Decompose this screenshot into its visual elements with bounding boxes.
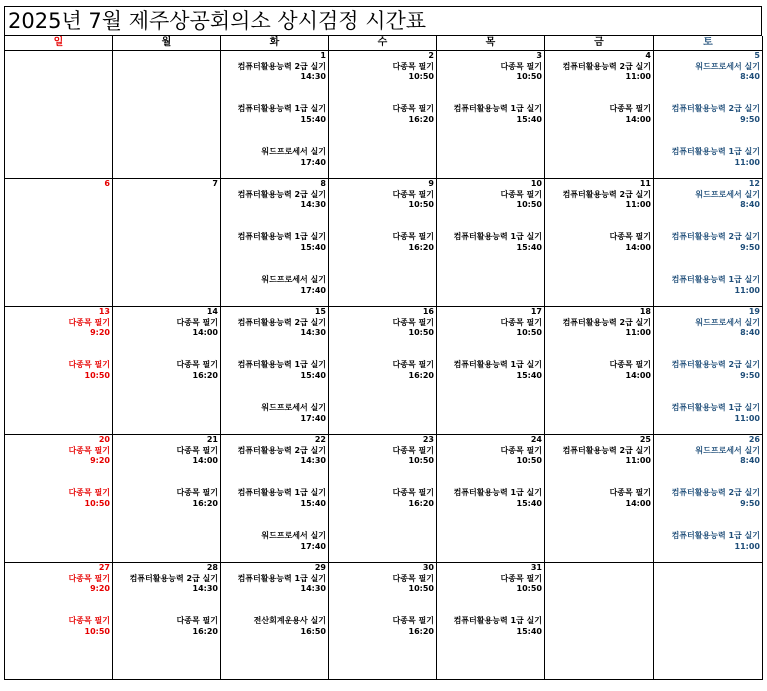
exam-entry-line bbox=[5, 467, 112, 478]
exam-entry-line bbox=[329, 350, 436, 361]
exam-entry-line: 다종목 필기 bbox=[176, 488, 218, 498]
exam-entry-line: 11:00 bbox=[734, 285, 760, 295]
exam-entry-line bbox=[545, 467, 653, 478]
exam-entry-line: 14:30 bbox=[300, 328, 326, 338]
day-number: 21 bbox=[206, 435, 218, 444]
exam-entry-line: 8:40 bbox=[740, 72, 760, 82]
exam-entry-line bbox=[5, 350, 112, 361]
exam-entry-line: 16:20 bbox=[408, 115, 434, 125]
exam-entry-line: 11:00 bbox=[734, 413, 760, 423]
exam-entry-line bbox=[5, 606, 112, 617]
exam-entry-line: 14:00 bbox=[625, 243, 651, 253]
day-number: 27 bbox=[98, 563, 110, 572]
exam-entry-line: 컴퓨터활용능력 1급 실기 bbox=[671, 403, 760, 413]
exam-entry-line: 컴퓨터활용능력 2급 실기 bbox=[562, 317, 651, 327]
exam-entry-line: 다종목 필기 bbox=[392, 104, 434, 114]
exam-entry-line: 워드프로세서 실기 bbox=[695, 445, 760, 455]
day-cell-fri bbox=[545, 179, 654, 307]
exam-entry-line bbox=[329, 595, 436, 606]
exam-entry-line: 11:00 bbox=[625, 328, 651, 338]
exam-entry-line: 14:00 bbox=[192, 328, 218, 338]
exam-entry-line: 10:50 bbox=[408, 200, 434, 210]
weekday-header-sat: 토 bbox=[654, 36, 763, 51]
exam-entry-line: 8:40 bbox=[740, 200, 760, 210]
exam-entry-line bbox=[221, 467, 328, 478]
exam-entry-line: 워드프로세서 실기 bbox=[261, 275, 326, 285]
exam-entry-line bbox=[654, 222, 762, 233]
day-cell-thu bbox=[437, 563, 545, 680]
day-cell-sun bbox=[5, 51, 113, 179]
exam-entry-line bbox=[329, 339, 436, 350]
schedule-sheet bbox=[4, 6, 762, 680]
exam-entry-line: 컴퓨터활용능력 1급 실기 bbox=[671, 531, 760, 541]
exam-entry-line: 16:20 bbox=[408, 371, 434, 381]
calendar-table bbox=[4, 36, 763, 680]
exam-entry-line: 17:40 bbox=[300, 157, 326, 167]
exam-entry-line bbox=[654, 467, 762, 478]
exam-entry-line: 16:20 bbox=[408, 243, 434, 253]
exam-entry-line: 14:30 bbox=[192, 584, 218, 594]
exam-entry-line: 컴퓨터활용능력 1급 실기 bbox=[453, 104, 542, 114]
exam-entry-line bbox=[5, 339, 112, 350]
exam-entry-line: 15:40 bbox=[300, 243, 326, 253]
exam-entry-line bbox=[221, 339, 328, 350]
exam-entry-line bbox=[221, 265, 328, 276]
day-cell-mon bbox=[113, 563, 221, 680]
exam-entry-line bbox=[329, 83, 436, 94]
exam-entry-line: 컴퓨터활용능력 1급 실기 bbox=[237, 573, 326, 583]
exam-entry-line: 다종목 필기 bbox=[609, 360, 651, 370]
day-number bbox=[113, 51, 220, 62]
exam-entry-line: 다종목 필기 bbox=[176, 445, 218, 455]
weekday-header-mon: 월 bbox=[113, 36, 221, 51]
day-cell-thu bbox=[437, 179, 545, 307]
exam-entry-line: 다종목 필기 bbox=[500, 573, 542, 583]
exam-entry-line: 다종목 필기 bbox=[609, 104, 651, 114]
exam-entry-line: 컴퓨터활용능력 2급 실기 bbox=[562, 445, 651, 455]
exam-entry-line bbox=[113, 478, 220, 489]
exam-entry-line: 다종목 필기 bbox=[392, 189, 434, 199]
exam-entry-line: 14:30 bbox=[300, 456, 326, 466]
day-number: 8 bbox=[320, 179, 326, 188]
calendar-body bbox=[5, 51, 763, 680]
day-number: 30 bbox=[422, 563, 434, 572]
exam-entry-line bbox=[654, 265, 762, 276]
exam-entry-line: 15:40 bbox=[516, 627, 542, 637]
exam-entry-line: 16:20 bbox=[192, 371, 218, 381]
exam-entry-line: 14:30 bbox=[300, 200, 326, 210]
exam-entry-line: 9:50 bbox=[740, 115, 760, 125]
exam-entry-line: 컴퓨터활용능력 2급 실기 bbox=[237, 189, 326, 199]
exam-entry-line bbox=[654, 350, 762, 361]
day-number bbox=[654, 563, 762, 574]
exam-entry-line: 컴퓨터활용능력 2급 실기 bbox=[671, 232, 760, 242]
day-number: 10 bbox=[530, 179, 542, 188]
day-number: 16 bbox=[422, 307, 434, 316]
exam-entry-line: 14:00 bbox=[192, 456, 218, 466]
exam-entry-line: 워드프로세서 실기 bbox=[261, 403, 326, 413]
day-number: 11 bbox=[639, 179, 651, 188]
exam-entry-line bbox=[437, 467, 544, 478]
exam-entry-line bbox=[437, 222, 544, 233]
exam-entry-line bbox=[654, 521, 762, 532]
exam-entry-line: 컴퓨터활용능력 2급 실기 bbox=[237, 445, 326, 455]
exam-entry-line: 14:30 bbox=[300, 584, 326, 594]
day-number: 17 bbox=[530, 307, 542, 316]
exam-entry-line: 9:20 bbox=[90, 328, 110, 338]
exam-entry-line bbox=[113, 467, 220, 478]
day-number: 13 bbox=[98, 307, 110, 316]
day-cell-fri bbox=[545, 51, 654, 179]
exam-entry-line: 8:40 bbox=[740, 456, 760, 466]
weekday-header-thu: 목 bbox=[437, 36, 545, 51]
day-cell-tue bbox=[221, 51, 329, 179]
exam-entry-line: 컴퓨터활용능력 1급 실기 bbox=[453, 616, 542, 626]
exam-entry-line bbox=[113, 339, 220, 350]
exam-entry-line bbox=[654, 510, 762, 521]
exam-entry-line bbox=[329, 222, 436, 233]
day-cell-thu bbox=[437, 51, 545, 179]
exam-entry-line: 컴퓨터활용능력 1급 실기 bbox=[453, 488, 542, 498]
week-row bbox=[5, 179, 763, 307]
exam-entry-line bbox=[545, 222, 653, 233]
exam-entry-line bbox=[5, 478, 112, 489]
exam-entry-line: 9:50 bbox=[740, 243, 760, 253]
day-number: 20 bbox=[98, 435, 110, 444]
exam-entry-line: 9:50 bbox=[740, 499, 760, 509]
exam-entry-line bbox=[654, 382, 762, 393]
exam-entry-line: 다종목 필기 bbox=[609, 488, 651, 498]
exam-entry-line: 컴퓨터활용능력 2급 실기 bbox=[129, 573, 218, 583]
exam-entry-line bbox=[221, 606, 328, 617]
exam-entry-line bbox=[545, 350, 653, 361]
exam-entry-line: 컴퓨터활용능력 1급 실기 bbox=[453, 232, 542, 242]
exam-entry-line: 11:00 bbox=[734, 541, 760, 551]
day-number: 23 bbox=[422, 435, 434, 444]
day-number: 28 bbox=[206, 563, 218, 572]
exam-entry-line bbox=[221, 222, 328, 233]
exam-entry-line bbox=[113, 606, 220, 617]
day-number: 26 bbox=[748, 435, 760, 444]
exam-entry-line: 15:40 bbox=[516, 371, 542, 381]
day-number: 19 bbox=[748, 307, 760, 316]
day-cell-mon bbox=[113, 307, 221, 435]
day-cell-sat bbox=[654, 563, 763, 680]
day-cell-thu bbox=[437, 307, 545, 435]
exam-entry-line: 워드프로세서 실기 bbox=[695, 61, 760, 71]
week-row bbox=[5, 563, 763, 680]
day-number: 14 bbox=[206, 307, 218, 316]
exam-entry-line: 10:50 bbox=[84, 499, 110, 509]
day-cell-fri bbox=[545, 435, 654, 563]
day-cell-sun bbox=[5, 563, 113, 680]
exam-entry-line: 10:50 bbox=[516, 72, 542, 82]
exam-entry-line: 16:20 bbox=[408, 499, 434, 509]
page-title: 2025년 7월 제주상공회의소 상시검정 시간표 bbox=[4, 6, 762, 36]
exam-entry-line bbox=[545, 478, 653, 489]
day-cell-tue bbox=[221, 563, 329, 680]
exam-entry-line: 컴퓨터활용능력 2급 실기 bbox=[237, 317, 326, 327]
exam-entry-line bbox=[221, 478, 328, 489]
exam-entry-line: 11:00 bbox=[625, 72, 651, 82]
exam-entry-line: 14:30 bbox=[300, 72, 326, 82]
exam-entry-line bbox=[654, 94, 762, 105]
exam-entry-line: 17:40 bbox=[300, 285, 326, 295]
exam-entry-line: 15:40 bbox=[516, 115, 542, 125]
day-number: 3 bbox=[536, 51, 542, 60]
day-number bbox=[545, 563, 653, 574]
exam-entry-line: 컴퓨터활용능력 2급 실기 bbox=[562, 189, 651, 199]
day-number: 4 bbox=[645, 51, 651, 60]
exam-entry-line bbox=[437, 211, 544, 222]
day-cell-fri bbox=[545, 563, 654, 680]
exam-entry-line: 14:00 bbox=[625, 371, 651, 381]
day-number: 2 bbox=[428, 51, 434, 60]
exam-entry-line: 워드프로세서 실기 bbox=[261, 531, 326, 541]
exam-entry-line bbox=[221, 510, 328, 521]
exam-entry-line: 8:40 bbox=[740, 328, 760, 338]
exam-entry-line: 다종목 필기 bbox=[500, 61, 542, 71]
day-cell-tue bbox=[221, 179, 329, 307]
exam-entry-line bbox=[329, 467, 436, 478]
day-number: 6 bbox=[104, 179, 110, 188]
exam-entry-line: 9:20 bbox=[90, 584, 110, 594]
exam-entry-line bbox=[5, 595, 112, 606]
exam-entry-line: 다종목 필기 bbox=[392, 616, 434, 626]
day-number: 29 bbox=[314, 563, 326, 572]
day-number: 15 bbox=[314, 307, 326, 316]
week-row bbox=[5, 307, 763, 435]
exam-entry-line: 10:50 bbox=[84, 627, 110, 637]
exam-entry-line bbox=[221, 382, 328, 393]
exam-entry-line: 10:50 bbox=[516, 200, 542, 210]
exam-entry-line bbox=[221, 254, 328, 265]
exam-entry-line bbox=[437, 350, 544, 361]
exam-entry-line: 다종목 필기 bbox=[392, 232, 434, 242]
exam-entry-line: 16:50 bbox=[300, 627, 326, 637]
exam-entry-line: 컴퓨터활용능력 1급 실기 bbox=[237, 488, 326, 498]
exam-entry-line: 다종목 필기 bbox=[609, 232, 651, 242]
day-number: 9 bbox=[428, 179, 434, 188]
exam-entry-line bbox=[654, 478, 762, 489]
exam-entry-line bbox=[545, 211, 653, 222]
exam-entry-line: 다종목 필기 bbox=[176, 616, 218, 626]
exam-entry-line bbox=[221, 94, 328, 105]
day-cell-sat bbox=[654, 179, 763, 307]
day-number: 18 bbox=[639, 307, 651, 316]
exam-entry-line: 다종목 필기 bbox=[392, 573, 434, 583]
exam-entry-line bbox=[113, 595, 220, 606]
exam-entry-line bbox=[221, 350, 328, 361]
exam-entry-line: 다종목 필기 bbox=[68, 360, 110, 370]
exam-entry-line: 컴퓨터활용능력 1급 실기 bbox=[671, 147, 760, 157]
exam-entry-line: 10:50 bbox=[408, 456, 434, 466]
exam-entry-line: 다종목 필기 bbox=[500, 445, 542, 455]
exam-entry-line: 다종목 필기 bbox=[500, 317, 542, 327]
exam-entry-line: 10:50 bbox=[408, 584, 434, 594]
exam-entry-line bbox=[654, 211, 762, 222]
exam-entry-line: 14:00 bbox=[625, 115, 651, 125]
day-cell-wed bbox=[329, 435, 437, 563]
weekday-header-tue: 화 bbox=[221, 36, 329, 51]
day-cell-sat bbox=[654, 51, 763, 179]
exam-entry-line: 16:20 bbox=[192, 499, 218, 509]
day-cell-mon bbox=[113, 51, 221, 179]
exam-entry-line: 11:00 bbox=[734, 157, 760, 167]
exam-entry-line bbox=[654, 83, 762, 94]
exam-entry-line bbox=[654, 393, 762, 404]
exam-entry-line bbox=[329, 606, 436, 617]
exam-entry-line: 9:20 bbox=[90, 456, 110, 466]
exam-entry-line bbox=[654, 137, 762, 148]
weekday-header-fri: 금 bbox=[545, 36, 654, 51]
exam-entry-line: 전산회계운용사 실기 bbox=[253, 616, 326, 626]
exam-entry-line bbox=[113, 350, 220, 361]
day-number: 22 bbox=[314, 435, 326, 444]
day-number: 1 bbox=[320, 51, 326, 60]
exam-entry-line bbox=[221, 521, 328, 532]
exam-entry-line: 15:40 bbox=[300, 371, 326, 381]
week-row bbox=[5, 435, 763, 563]
exam-entry-line: 컴퓨터활용능력 2급 실기 bbox=[562, 61, 651, 71]
exam-entry-line: 10:50 bbox=[408, 328, 434, 338]
day-cell-wed bbox=[329, 563, 437, 680]
exam-entry-line bbox=[221, 211, 328, 222]
day-number: 25 bbox=[639, 435, 651, 444]
day-cell-tue bbox=[221, 307, 329, 435]
week-row bbox=[5, 51, 763, 179]
exam-entry-line: 컴퓨터활용능력 1급 실기 bbox=[237, 360, 326, 370]
exam-entry-line: 14:00 bbox=[625, 499, 651, 509]
exam-entry-line: 컴퓨터활용능력 1급 실기 bbox=[237, 232, 326, 242]
exam-entry-line: 9:50 bbox=[740, 371, 760, 381]
exam-entry-line: 17:40 bbox=[300, 413, 326, 423]
day-number: 31 bbox=[530, 563, 542, 572]
exam-entry-line bbox=[654, 254, 762, 265]
weekday-header-row bbox=[5, 36, 763, 51]
day-cell-sun bbox=[5, 179, 113, 307]
weekday-header-sun: 일 bbox=[5, 36, 113, 51]
exam-entry-line: 10:50 bbox=[84, 371, 110, 381]
exam-entry-line: 워드프로세서 실기 bbox=[261, 147, 326, 157]
exam-entry-line: 10:50 bbox=[516, 328, 542, 338]
exam-entry-line: 컴퓨터활용능력 2급 실기 bbox=[671, 104, 760, 114]
day-cell-mon bbox=[113, 435, 221, 563]
exam-entry-line: 다종목 필기 bbox=[68, 616, 110, 626]
exam-entry-line: 10:50 bbox=[516, 456, 542, 466]
exam-entry-line bbox=[221, 393, 328, 404]
exam-entry-line: 11:00 bbox=[625, 456, 651, 466]
exam-entry-line: 17:40 bbox=[300, 541, 326, 551]
exam-entry-line bbox=[437, 83, 544, 94]
exam-entry-line: 컴퓨터활용능력 2급 실기 bbox=[237, 61, 326, 71]
exam-entry-line: 다종목 필기 bbox=[392, 61, 434, 71]
day-number: 12 bbox=[748, 179, 760, 188]
exam-entry-line bbox=[654, 339, 762, 350]
exam-entry-line: 다종목 필기 bbox=[68, 488, 110, 498]
exam-entry-line: 다종목 필기 bbox=[392, 488, 434, 498]
exam-entry-line: 다종목 필기 bbox=[500, 189, 542, 199]
exam-entry-line: 10:50 bbox=[408, 72, 434, 82]
exam-entry-line bbox=[437, 94, 544, 105]
exam-entry-line: 컴퓨터활용능력 1급 실기 bbox=[453, 360, 542, 370]
day-cell-sun bbox=[5, 435, 113, 563]
exam-entry-line bbox=[437, 595, 544, 606]
exam-entry-line: 컴퓨터활용능력 1급 실기 bbox=[671, 275, 760, 285]
day-cell-thu bbox=[437, 435, 545, 563]
exam-entry-line: 다종목 필기 bbox=[68, 573, 110, 583]
exam-entry-line: 다종목 필기 bbox=[176, 317, 218, 327]
weekday-header-wed: 수 bbox=[329, 36, 437, 51]
exam-entry-line: 15:40 bbox=[300, 499, 326, 509]
exam-entry-line: 15:40 bbox=[300, 115, 326, 125]
exam-entry-line bbox=[221, 137, 328, 148]
exam-entry-line bbox=[545, 339, 653, 350]
day-number: 24 bbox=[530, 435, 542, 444]
exam-entry-line bbox=[654, 126, 762, 137]
exam-entry-line: 워드프로세서 실기 bbox=[695, 189, 760, 199]
exam-entry-line: 15:40 bbox=[516, 499, 542, 509]
exam-entry-line: 15:40 bbox=[516, 243, 542, 253]
day-cell-sun bbox=[5, 307, 113, 435]
exam-entry-line: 10:50 bbox=[516, 584, 542, 594]
day-cell-fri bbox=[545, 307, 654, 435]
exam-entry-line: 16:20 bbox=[408, 627, 434, 637]
exam-entry-line: 11:00 bbox=[625, 200, 651, 210]
exam-entry-line bbox=[545, 83, 653, 94]
exam-entry-line bbox=[221, 126, 328, 137]
day-cell-wed bbox=[329, 51, 437, 179]
exam-entry-line bbox=[329, 211, 436, 222]
exam-entry-line bbox=[329, 94, 436, 105]
exam-entry-line: 다종목 필기 bbox=[392, 360, 434, 370]
exam-entry-line bbox=[329, 478, 436, 489]
exam-entry-line: 다종목 필기 bbox=[68, 317, 110, 327]
exam-entry-line: 워드프로세서 실기 bbox=[695, 317, 760, 327]
exam-entry-line: 16:20 bbox=[192, 627, 218, 637]
day-cell-mon bbox=[113, 179, 221, 307]
exam-entry-line bbox=[437, 339, 544, 350]
day-cell-sat bbox=[654, 307, 763, 435]
exam-entry-line: 다종목 필기 bbox=[392, 317, 434, 327]
exam-entry-line bbox=[221, 595, 328, 606]
exam-entry-line bbox=[437, 606, 544, 617]
day-number: 5 bbox=[754, 51, 760, 60]
day-cell-wed bbox=[329, 179, 437, 307]
exam-entry-line: 다종목 필기 bbox=[176, 360, 218, 370]
exam-entry-line bbox=[437, 478, 544, 489]
day-cell-tue bbox=[221, 435, 329, 563]
day-number: 7 bbox=[212, 179, 218, 188]
exam-entry-line bbox=[221, 83, 328, 94]
exam-entry-line: 컴퓨터활용능력 2급 실기 bbox=[671, 360, 760, 370]
day-cell-wed bbox=[329, 307, 437, 435]
exam-entry-line: 컴퓨터활용능력 2급 실기 bbox=[671, 488, 760, 498]
exam-entry-line: 컴퓨터활용능력 1급 실기 bbox=[237, 104, 326, 114]
day-number bbox=[5, 51, 112, 62]
exam-entry-line: 다종목 필기 bbox=[392, 445, 434, 455]
exam-entry-line: 다종목 필기 bbox=[68, 445, 110, 455]
day-cell-sat bbox=[654, 435, 763, 563]
exam-entry-line bbox=[545, 94, 653, 105]
